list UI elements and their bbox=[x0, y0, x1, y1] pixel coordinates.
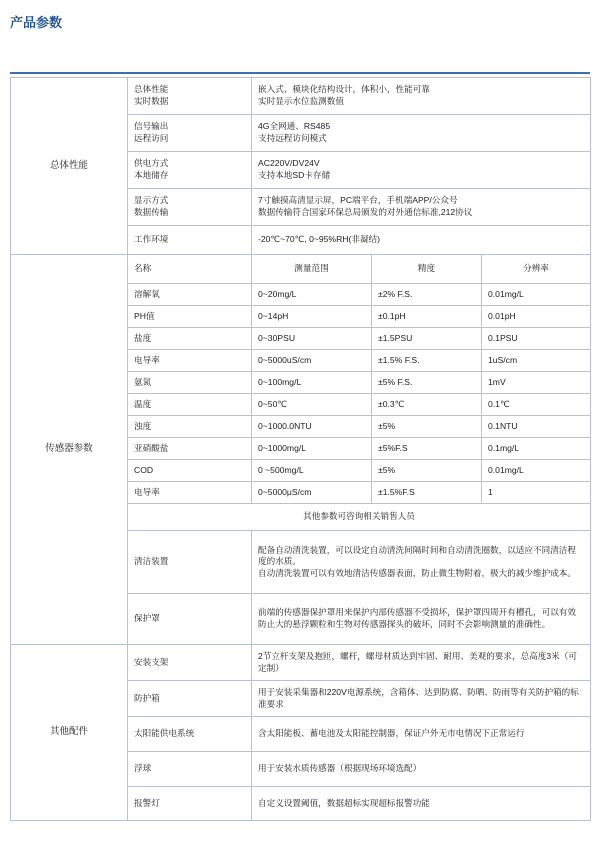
sensor-range: 0~20mg/L bbox=[252, 284, 372, 306]
sensor-accuracy: ±1.5% F.S. bbox=[372, 350, 482, 372]
general-value: AC220V/DV24V bbox=[258, 158, 320, 169]
sensor-name: 温度 bbox=[128, 394, 252, 416]
section-label-accessories: 其他配件 bbox=[11, 645, 128, 821]
cover-desc: 前端的传感器保护罩用来保护内部传感器不受损坏，保护罩四周开有槽孔，可以有效防止大的悬浮颗粒和生物对传感器探头的破坏，同时不会影响测量的准确性。 bbox=[258, 607, 576, 629]
general-item-cell bbox=[128, 152, 252, 189]
general-item: 远程访问 bbox=[134, 133, 169, 143]
sensor-name: 浊度 bbox=[128, 416, 252, 438]
accessory-row bbox=[11, 645, 591, 681]
accessory-item: 防护箱 bbox=[128, 681, 252, 717]
accessory-desc-cell bbox=[252, 681, 591, 717]
accessory-desc: 2节立杆支架及抱匝，螺杆，螺母材质达到牢固、耐用、美观的要求，总高度3米（可定制） bbox=[258, 650, 577, 673]
general-item: 工作环境 bbox=[134, 234, 169, 245]
general-item-cell bbox=[128, 226, 252, 255]
sensor-range: 0 ~500mg/L bbox=[252, 460, 372, 482]
sensor-header-range: 测量范围 bbox=[252, 255, 372, 284]
general-value: 4G全网通、RS485 bbox=[258, 121, 331, 132]
accessory-desc-cell bbox=[252, 717, 591, 752]
general-item: 供电方式 bbox=[134, 158, 169, 169]
general-value-cell bbox=[252, 152, 591, 189]
sensor-accuracy: ±0.3℃ bbox=[372, 394, 482, 416]
sensor-header-accuracy: 精度 bbox=[372, 255, 482, 284]
cleaning-label: 清洁装置 bbox=[128, 531, 252, 594]
sensor-accuracy: ±5% bbox=[372, 416, 482, 438]
accessory-desc: 含太阳能板、蓄电池及太阳能控制器，保证户外无市电情况下正常运行 bbox=[258, 728, 525, 739]
sensor-accuracy: ±1.5PSU bbox=[372, 328, 482, 350]
general-value: 7寸触摸高清显示屏，PC端平台，手机端APP/公众号 bbox=[258, 195, 458, 206]
general-item-cell bbox=[128, 78, 252, 115]
accessory-desc-cell bbox=[252, 645, 591, 681]
general-value: 数据传输符合国家环保总局颁发的对外通信标准,212协议 bbox=[258, 207, 473, 217]
accessory-item: 浮球 bbox=[128, 752, 252, 787]
general-item: 实时数据 bbox=[134, 96, 169, 106]
sensor-range: 0~5000μS/cm bbox=[252, 482, 372, 504]
title-divider bbox=[10, 72, 590, 74]
general-item: 显示方式 bbox=[134, 195, 169, 206]
sensor-range: 0~30PSU bbox=[252, 328, 372, 350]
cover-label: 保护罩 bbox=[128, 594, 252, 645]
section-label-general: 总体性能 bbox=[11, 78, 128, 255]
accessory-desc: 自定义设置阈值，数据超标实现超标报警功能 bbox=[258, 797, 430, 808]
general-row-1 bbox=[11, 78, 591, 115]
general-value: 实时显示水位监测数值 bbox=[258, 96, 344, 106]
cover-desc-cell bbox=[252, 594, 591, 645]
accessory-item: 太阳能供电系统 bbox=[128, 717, 252, 752]
sensor-range: 0~50℃ bbox=[252, 394, 372, 416]
general-item: 总体性能 bbox=[134, 84, 169, 95]
accessory-desc: 用于安装水质传感器（根据现场环境选配） bbox=[258, 763, 422, 774]
general-item-cell bbox=[128, 189, 252, 226]
sensor-name: 溶解氧 bbox=[128, 284, 252, 306]
general-value-cell bbox=[252, 226, 591, 255]
page-title: 产品参数 bbox=[10, 15, 63, 30]
sensor-resolution: 0.01pH bbox=[482, 306, 591, 328]
sensor-resolution: 0.01mg/L bbox=[482, 460, 591, 482]
section-label-sensors: 传感器参数 bbox=[11, 255, 128, 645]
general-value: 支持远程访问模式 bbox=[258, 133, 327, 143]
sensor-range: 0~100mg/L bbox=[252, 372, 372, 394]
sensor-resolution: 1uS/cm bbox=[482, 350, 591, 372]
sensor-range: 0~1000mg/L bbox=[252, 438, 372, 460]
sensor-name: 盐度 bbox=[128, 328, 252, 350]
general-value-cell bbox=[252, 189, 591, 226]
cleaning-desc: 配备自动清洗装置，可以设定自动清洗间隔时间和自动清洗圈数，以适应不同清洁程度的水质。 bbox=[258, 544, 576, 567]
accessory-desc-cell bbox=[252, 787, 591, 821]
general-item-cell bbox=[128, 115, 252, 152]
sensor-name: 亚硝酸盐 bbox=[128, 438, 252, 460]
general-item: 数据传输 bbox=[134, 207, 169, 217]
sensor-name: PH值 bbox=[128, 306, 252, 328]
general-value: 嵌入式、模块化结构设计，体积小，性能可靠 bbox=[258, 84, 430, 95]
sensor-resolution: 0.1℃ bbox=[482, 394, 591, 416]
general-item: 信号输出 bbox=[134, 121, 169, 132]
sensor-range: 0~5000uS/cm bbox=[252, 350, 372, 372]
sensor-range: 0~1000.0NTU bbox=[252, 416, 372, 438]
general-value: 支持本地SD卡存储 bbox=[258, 170, 331, 180]
accessory-item: 报警灯 bbox=[128, 787, 252, 821]
sensor-resolution: 0.1PSU bbox=[482, 328, 591, 350]
sensor-header-resolution: 分辨率 bbox=[482, 255, 591, 284]
sensor-accuracy: ±5%F.S bbox=[372, 438, 482, 460]
sensor-accuracy: ±5% F.S. bbox=[372, 372, 482, 394]
cleaning-desc-cell bbox=[252, 531, 591, 594]
sensor-accuracy: ±1.5%F.S bbox=[372, 482, 482, 504]
sensor-resolution: 1mV bbox=[482, 372, 591, 394]
sensor-name: 氨氮 bbox=[128, 372, 252, 394]
accessory-desc: 用于安装采集器和220V电源系统，含箱体、达到防腐、防晒、防雨等有关防护箱的标准要求 bbox=[258, 686, 579, 709]
sensor-accuracy: ±0.1pH bbox=[372, 306, 482, 328]
sensor-note: 其他参数可咨询相关销售人员 bbox=[128, 504, 591, 531]
sensor-range: 0~14pH bbox=[252, 306, 372, 328]
general-value: -20℃~70℃, 0~95%RH(非凝结) bbox=[258, 234, 380, 245]
sensor-header-row bbox=[11, 255, 591, 284]
product-spec-table bbox=[10, 77, 591, 821]
sensor-resolution: 0.1NTU bbox=[482, 416, 591, 438]
sensor-resolution: 0.01mg/L bbox=[482, 284, 591, 306]
general-value-cell bbox=[252, 78, 591, 115]
sensor-accuracy: ±2% F.S. bbox=[372, 284, 482, 306]
sensor-name: COD bbox=[128, 460, 252, 482]
cleaning-desc: 自动清洗装置可以有效地清洁传感器表面，防止微生物附着，极大的减少维护成本。 bbox=[258, 567, 576, 578]
sensor-name: 电导率 bbox=[128, 350, 252, 372]
general-value-cell bbox=[252, 115, 591, 152]
sensor-name: 电导率 bbox=[128, 482, 252, 504]
general-item: 本地储存 bbox=[134, 170, 169, 180]
accessory-desc-cell bbox=[252, 752, 591, 787]
sensor-resolution: 1 bbox=[482, 482, 591, 504]
sensor-header-name: 名称 bbox=[128, 255, 252, 284]
sensor-accuracy: ±5% bbox=[372, 460, 482, 482]
accessory-item: 安装支架 bbox=[128, 645, 252, 681]
sensor-resolution: 0.1mg/L bbox=[482, 438, 591, 460]
